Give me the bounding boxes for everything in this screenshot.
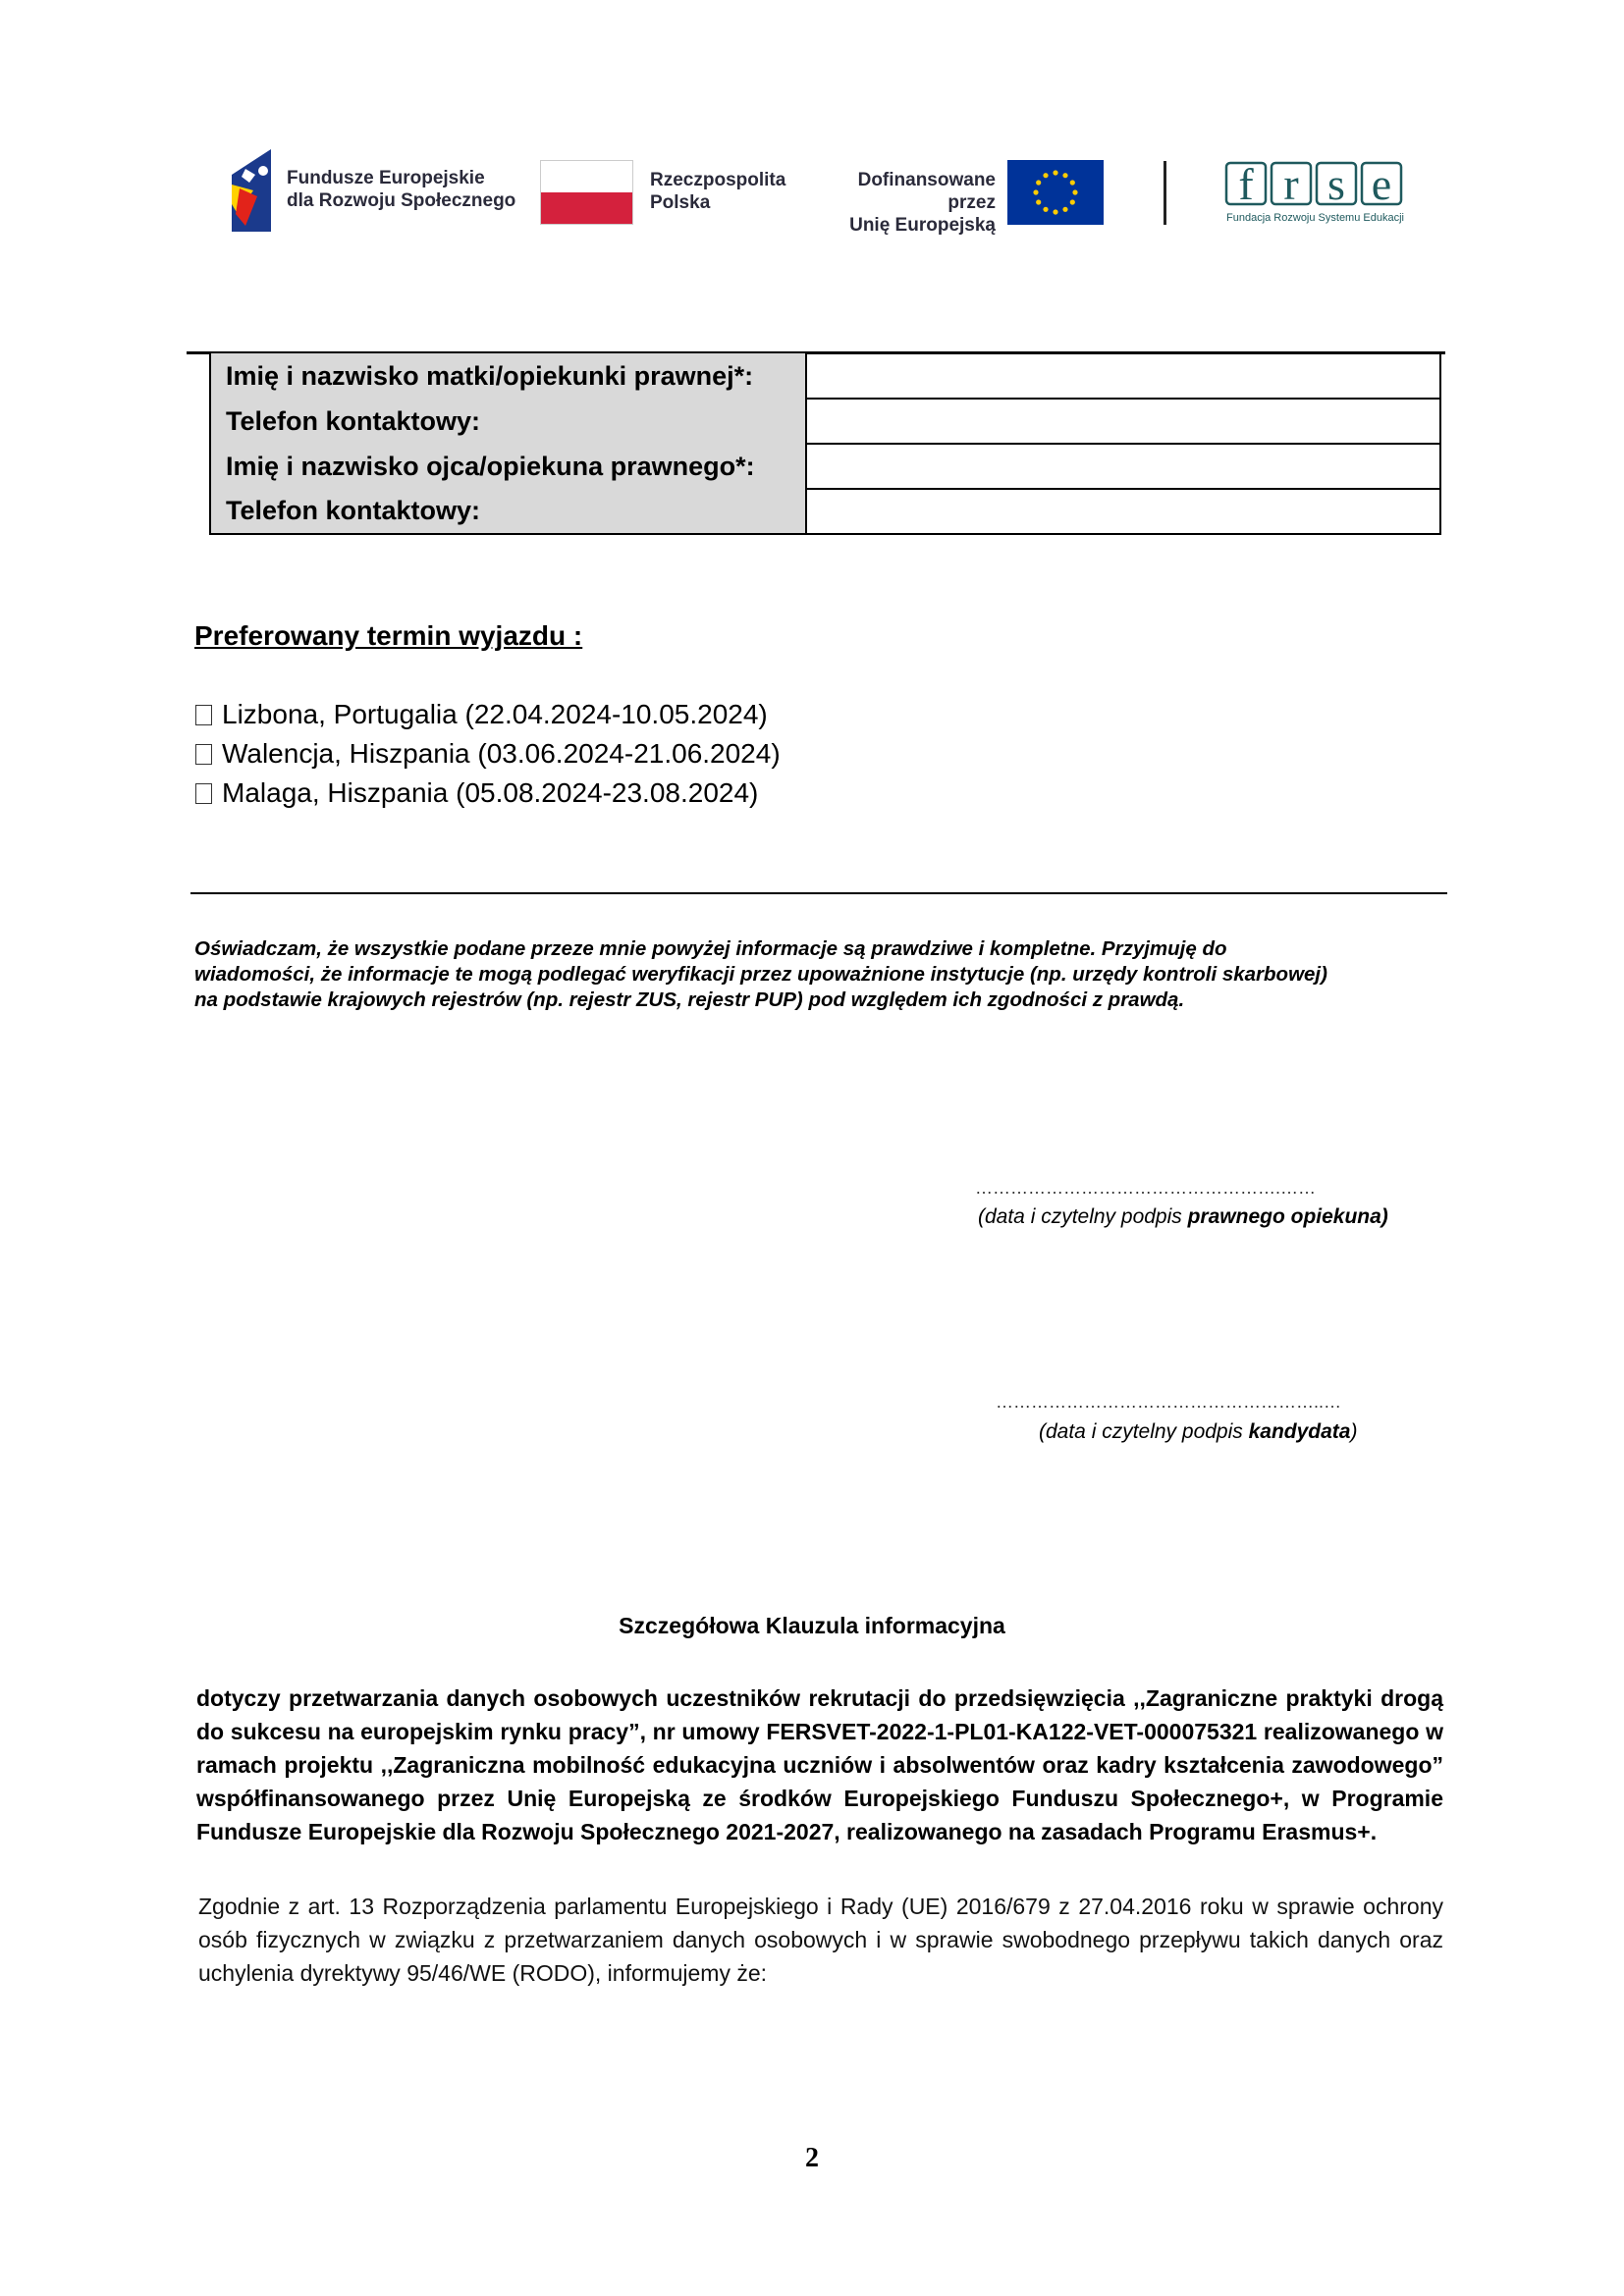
mother-name-field[interactable] xyxy=(806,353,1440,399)
guardian-signature-line[interactable]: …………………………………………….…… xyxy=(975,1178,1317,1198)
rodo-paragraph: Zgodnie z art. 13 Rozporządzenia parlamentu Europejskiego i Rady (UE) 2016/679 z 27.04.2016 roku w sprawie ochrony osób fizycznych w związku z przetwarzaniem danych osobowych i w sprawie swobodnego przepływu takich danych oraz uchylenia dyrektywy 95/46/WE (RODO), informujemy że: xyxy=(198,1894,1443,1986)
mother-name-label: Imię i nazwisko matki/opiekunki prawnej*: xyxy=(210,353,806,399)
table-row xyxy=(210,489,1440,534)
father-phone-field[interactable] xyxy=(806,489,1440,534)
candidate-signature-line[interactable]: ………………………………………………..… xyxy=(996,1392,1342,1412)
rp-logo-line2: Polska xyxy=(650,192,711,213)
guardian-signature-caption: (data i czytelny podpis prawnego opiekuna) xyxy=(978,1205,1388,1228)
mother-phone-field[interactable] xyxy=(806,399,1440,444)
clause-title: Szczegółowa Klauzula informacyjna xyxy=(619,1613,1005,1638)
clause-body: dotyczy przetwarzania danych osobowych uczestników rekrutacji do przedsięwzięcia ,,Zagraniczne praktyki drogą do sukcesu na europejskim rynku pracy”, nr umowy FERSVET-2022-1-PL01-KA122-VET-000075321 realizowanego w ramach projektu ,,Zagraniczna mobilność edukacyjna uczniów i absolwentów oraz kadry kształcenia zawodowego” współfinansowanego przez Unię Europejską ze środków Europejskiego Funduszu Społecznego+, w Programie Fundusze Europejskie dla Rozwoju Społecznego 2021-2027, realizowanego na zasadach Programu Erasmus+. xyxy=(196,1685,1443,1844)
eu-logo-line1: Dofinansowane przez xyxy=(857,170,996,213)
rp-logo-line1: Rzeczpospolita xyxy=(650,170,786,190)
candidate-signature-caption: (data i czytelny podpis kandydata) xyxy=(1039,1420,1358,1443)
table-row xyxy=(210,353,1440,399)
term-option-valencia[interactable] xyxy=(195,738,781,770)
svg-text:e: e xyxy=(1371,159,1392,208)
frse-logo-subtitle: Fundacja Rozwoju Systemu Edukacji xyxy=(1226,212,1404,224)
svg-text:f: f xyxy=(1238,159,1254,208)
page-number: 2 xyxy=(805,2143,819,2173)
declaration-line: na podstawie krajowych rejestrów (np. rejestr ZUS, rejestr PUP) pod względem ich zgodności z prawdą. xyxy=(194,988,1185,1011)
checkbox-icon[interactable] xyxy=(195,744,212,765)
fe-logo-line2: dla Rozwoju Społecznego xyxy=(287,190,516,211)
table-row xyxy=(210,399,1440,444)
term-title: Preferowany termin wyjazdu : xyxy=(194,620,583,651)
eu-logo xyxy=(811,160,1106,236)
section-divider xyxy=(190,892,1447,894)
term-option-malaga[interactable] xyxy=(195,777,758,809)
table-row xyxy=(210,444,1440,489)
fe-logo-icon xyxy=(228,145,277,232)
checkbox-icon[interactable] xyxy=(195,705,212,725)
term-option-lisbon[interactable] xyxy=(195,699,768,730)
term-option-label: Malaga, Hiszpania (05.08.2024-23.08.2024) xyxy=(222,777,759,808)
rp-logo xyxy=(540,160,785,225)
fe-logo-line1: Fundusze Europejskie xyxy=(287,168,485,188)
checkbox-icon[interactable] xyxy=(195,783,212,804)
logo-divider xyxy=(1164,161,1166,225)
svg-text:s: s xyxy=(1327,159,1345,208)
father-name-field[interactable] xyxy=(806,444,1440,489)
eu-logo-line2: Unię Europejską xyxy=(849,215,996,236)
father-name-label: Imię i nazwisko ojca/opiekuna prawnego*: xyxy=(210,444,806,489)
svg-text:r: r xyxy=(1283,159,1299,208)
term-option-label: Walencja, Hiszpania (03.06.2024-21.06.2024) xyxy=(222,738,781,769)
father-phone-label: Telefon kontaktowy: xyxy=(210,489,806,534)
frse-logo-icon xyxy=(1224,157,1406,208)
eu-flag-icon xyxy=(1007,160,1104,225)
term-option-label: Lizbona, Portugalia (22.04.2024-10.05.2024) xyxy=(222,699,768,729)
fe-logo xyxy=(228,145,516,232)
parents-table xyxy=(209,352,1441,535)
declaration-line: Oświadczam, że wszystkie podane przeze mnie powyżej informacje są prawdziwe i kompletne. Przyjmuję do xyxy=(194,937,1227,960)
declaration-line: wiadomości, że informacje te mogą podlegać weryfikacji przez upoważnione instytucje (np. urzędy kontroli skarbowej) xyxy=(194,963,1327,986)
frse-logo xyxy=(1224,157,1411,228)
poland-flag-icon xyxy=(540,160,633,225)
mother-phone-label: Telefon kontaktowy: xyxy=(210,399,806,444)
declaration xyxy=(194,936,1446,1013)
